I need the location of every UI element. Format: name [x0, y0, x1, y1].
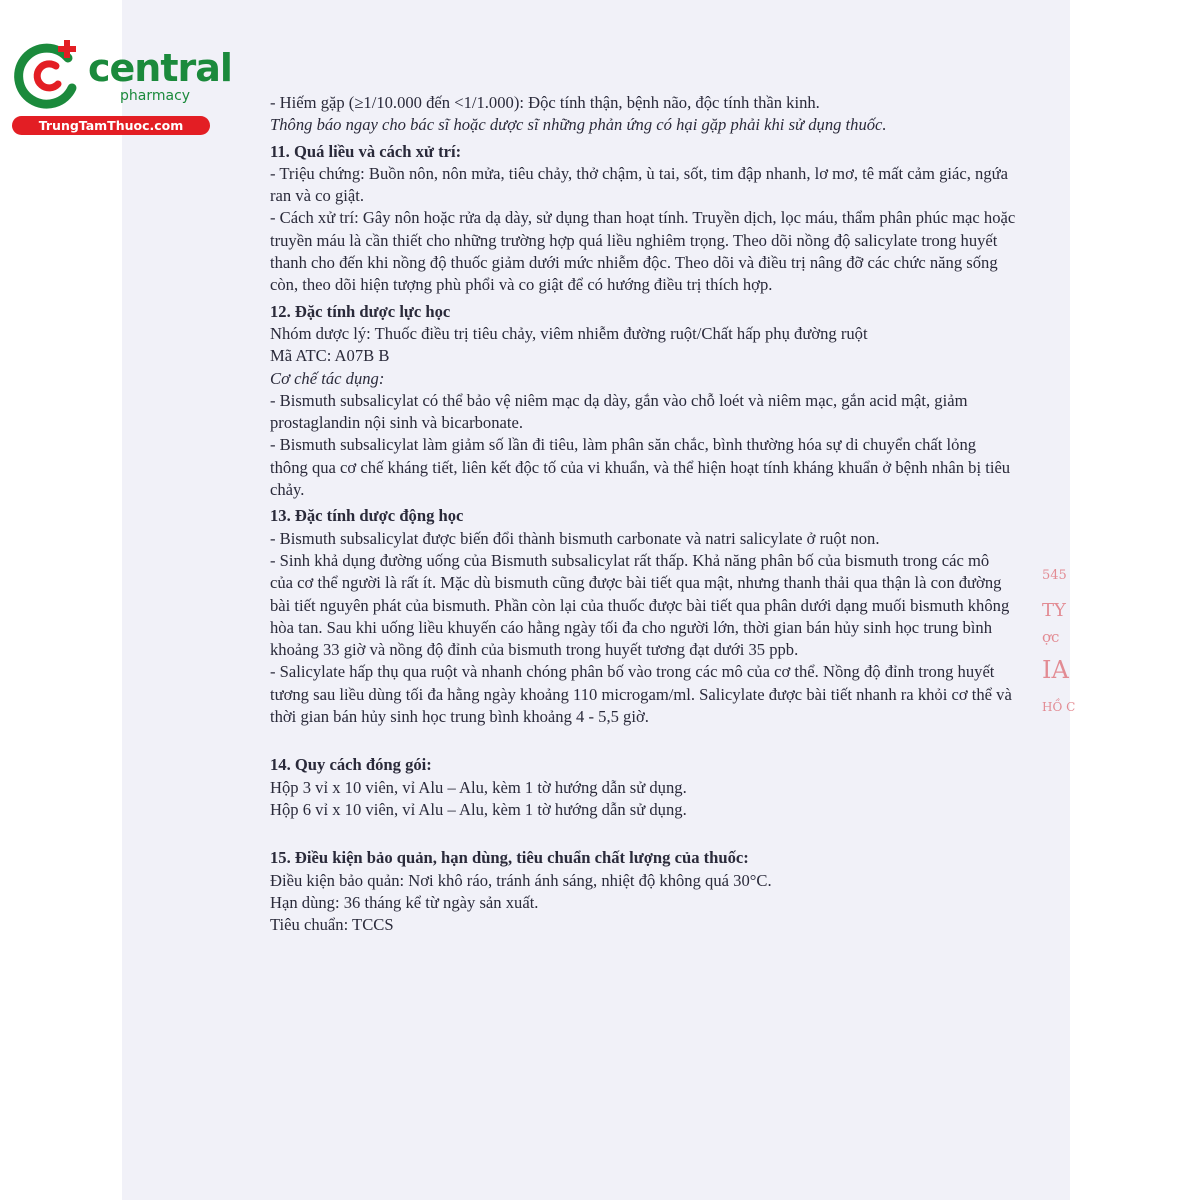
section-15-shelf-life: Hạn dùng: 36 tháng kể từ ngày sản xuất.	[270, 892, 539, 912]
section-15-heading: 15. Điều kiện bảo quản, hạn dùng, tiêu chuẩn chất lượng của thuốc:	[270, 848, 749, 868]
section-14-pack-2: Hộp 6 vỉ x 10 viên, vỉ Alu – Alu, kèm 1 tờ hướng dẫn sử dụng.	[270, 799, 687, 819]
logo-wordmark: central	[88, 46, 232, 90]
red-stamp	[1036, 560, 1076, 730]
section-13-heading: 13. Đặc tính dược động học	[270, 506, 464, 526]
stamp-text: IA	[1042, 656, 1069, 684]
section-12-group: Nhóm dược lý: Thuốc điều trị tiêu chảy, viêm nhiễm đường ruột/Chất hấp phụ đường ruột	[270, 323, 868, 343]
section-14-pack-1: Hộp 3 vỉ x 10 viên, vỉ Alu – Alu, kèm 1 tờ hướng dẫn sử dụng.	[270, 777, 687, 797]
report-notice: Thông báo ngay cho bác sĩ hoặc dược sĩ những phản ứng có hại gặp phải khi sử dụng thuốc.	[270, 115, 887, 135]
pharmacy-cross-icon	[10, 36, 86, 112]
section-13-para-2: - Sinh khả dụng đường uống của Bismuth subsalicylat rất thấp. Khả năng phân bố của bismuth trong các mô của cơ thể người là rất ít. Mặc dù bismuth cũng được bài tiết qua mật, nhưng thanh thải qua thận là con đường bài tiết nguyên phát của bismuth. Phần còn lại của thuốc được bài tiết qua phân dưới dạng muối bismuth không hòa tan. Sau khi uống liều khuyến cáo hằng ngày tối đa cho người lớn, thời gian bán hủy sinh học trung bình khoảng 33 giờ và nồng độ đỉnh của bismuth trong huyết tương đạt dưới 35 ppb.	[270, 550, 1010, 660]
side-effect-rare: - Hiếm gặp (≥1/10.000 đến <1/1.000): Độc tính thận, bệnh não, độc tính thần kinh.	[270, 93, 820, 112]
central-pharmacy-logo	[10, 36, 232, 136]
section-13-para-1: - Bismuth subsalicylat được biến đổi thành bismuth carbonate và natri salicylate ở ruột non.	[270, 528, 880, 548]
section-11-heading: 11. Quá liều và cách xử trí:	[270, 141, 462, 161]
logo-site-banner: TrungTamThuoc.com	[12, 116, 210, 135]
section-12-mechanism-1: - Bismuth subsalicylat có thể bảo vệ niêm mạc dạ dày, gắn vào chỗ loét và niêm mạc, gắn acid mật, giảm prostaglandin nội sinh và bicarbonate.	[270, 390, 968, 433]
logo-subtitle: pharmacy	[120, 88, 191, 104]
section-11-symptoms: - Triệu chứng: Buồn nôn, nôn mửa, tiêu chảy, thở chậm, ù tai, sốt, tim đập nhanh, lơ mơ, tê mất cảm giác, ngứa ran và co giật.	[270, 163, 1008, 206]
section-12-mechanism-label: Cơ chế tác dụng:	[270, 368, 385, 388]
section-12-atc: Mã ATC: A07B B	[270, 346, 390, 366]
section-12-heading: 12. Đặc tính dược lực học	[270, 301, 451, 321]
stamp-text: ợc	[1042, 628, 1060, 646]
section-13-para-3: - Salicylate hấp thụ qua ruột và nhanh chóng phân bố vào trong các mô của cơ thể. Nồng độ đỉnh trong huyết tương sau liều dùng tối đa hằng ngày khoảng 110 microgam/ml. Salicylate được bài tiết nhanh ra khỏi cơ thể và thời gian bán hủy sinh học trung bình khoảng 4 - 5,5 giờ.	[270, 662, 1012, 727]
section-12-mechanism-2: - Bismuth subsalicylat làm giảm số lần đi tiêu, làm phân săn chắc, bình thường hóa sự di chuyển chất lỏng thông qua cơ chế kháng tiết, liên kết độc tố của vi khuẩn, và thể hiện hoạt tính kháng khuẩn ở bệnh nhân bị tiêu chảy.	[270, 435, 1011, 500]
section-11-treatment: - Cách xử trí: Gây nôn hoặc rửa dạ dày, sử dụng than hoạt tính. Truyền dịch, lọc máu, thẩm phân phúc mạc hoặc truyền máu là cần thiết cho những trường hợp quá liều nghiêm trọng. Theo dõi nồng độ salicylate trong huyết thanh cho đến khi nồng độ thuốc giảm dưới mức nhiễm độc. Theo dõi và điều trị nâng đỡ các chức năng sống còn, theo dõi hiện tượng phù phổi và co giật để có hướng điều trị thích hợp.	[270, 208, 1016, 295]
stamp-text: TY	[1042, 600, 1066, 621]
section-15-storage: Điều kiện bảo quản: Nơi khô ráo, tránh ánh sáng, nhiệt độ không quá 30°C.	[270, 870, 772, 890]
document-body	[270, 92, 1016, 936]
stamp-text: HỒ C	[1042, 700, 1076, 714]
section-15-standard: Tiêu chuẩn: TCCS	[270, 915, 394, 935]
section-14-heading: 14. Quy cách đóng gói:	[270, 755, 432, 775]
stamp-text: 545	[1042, 568, 1067, 583]
